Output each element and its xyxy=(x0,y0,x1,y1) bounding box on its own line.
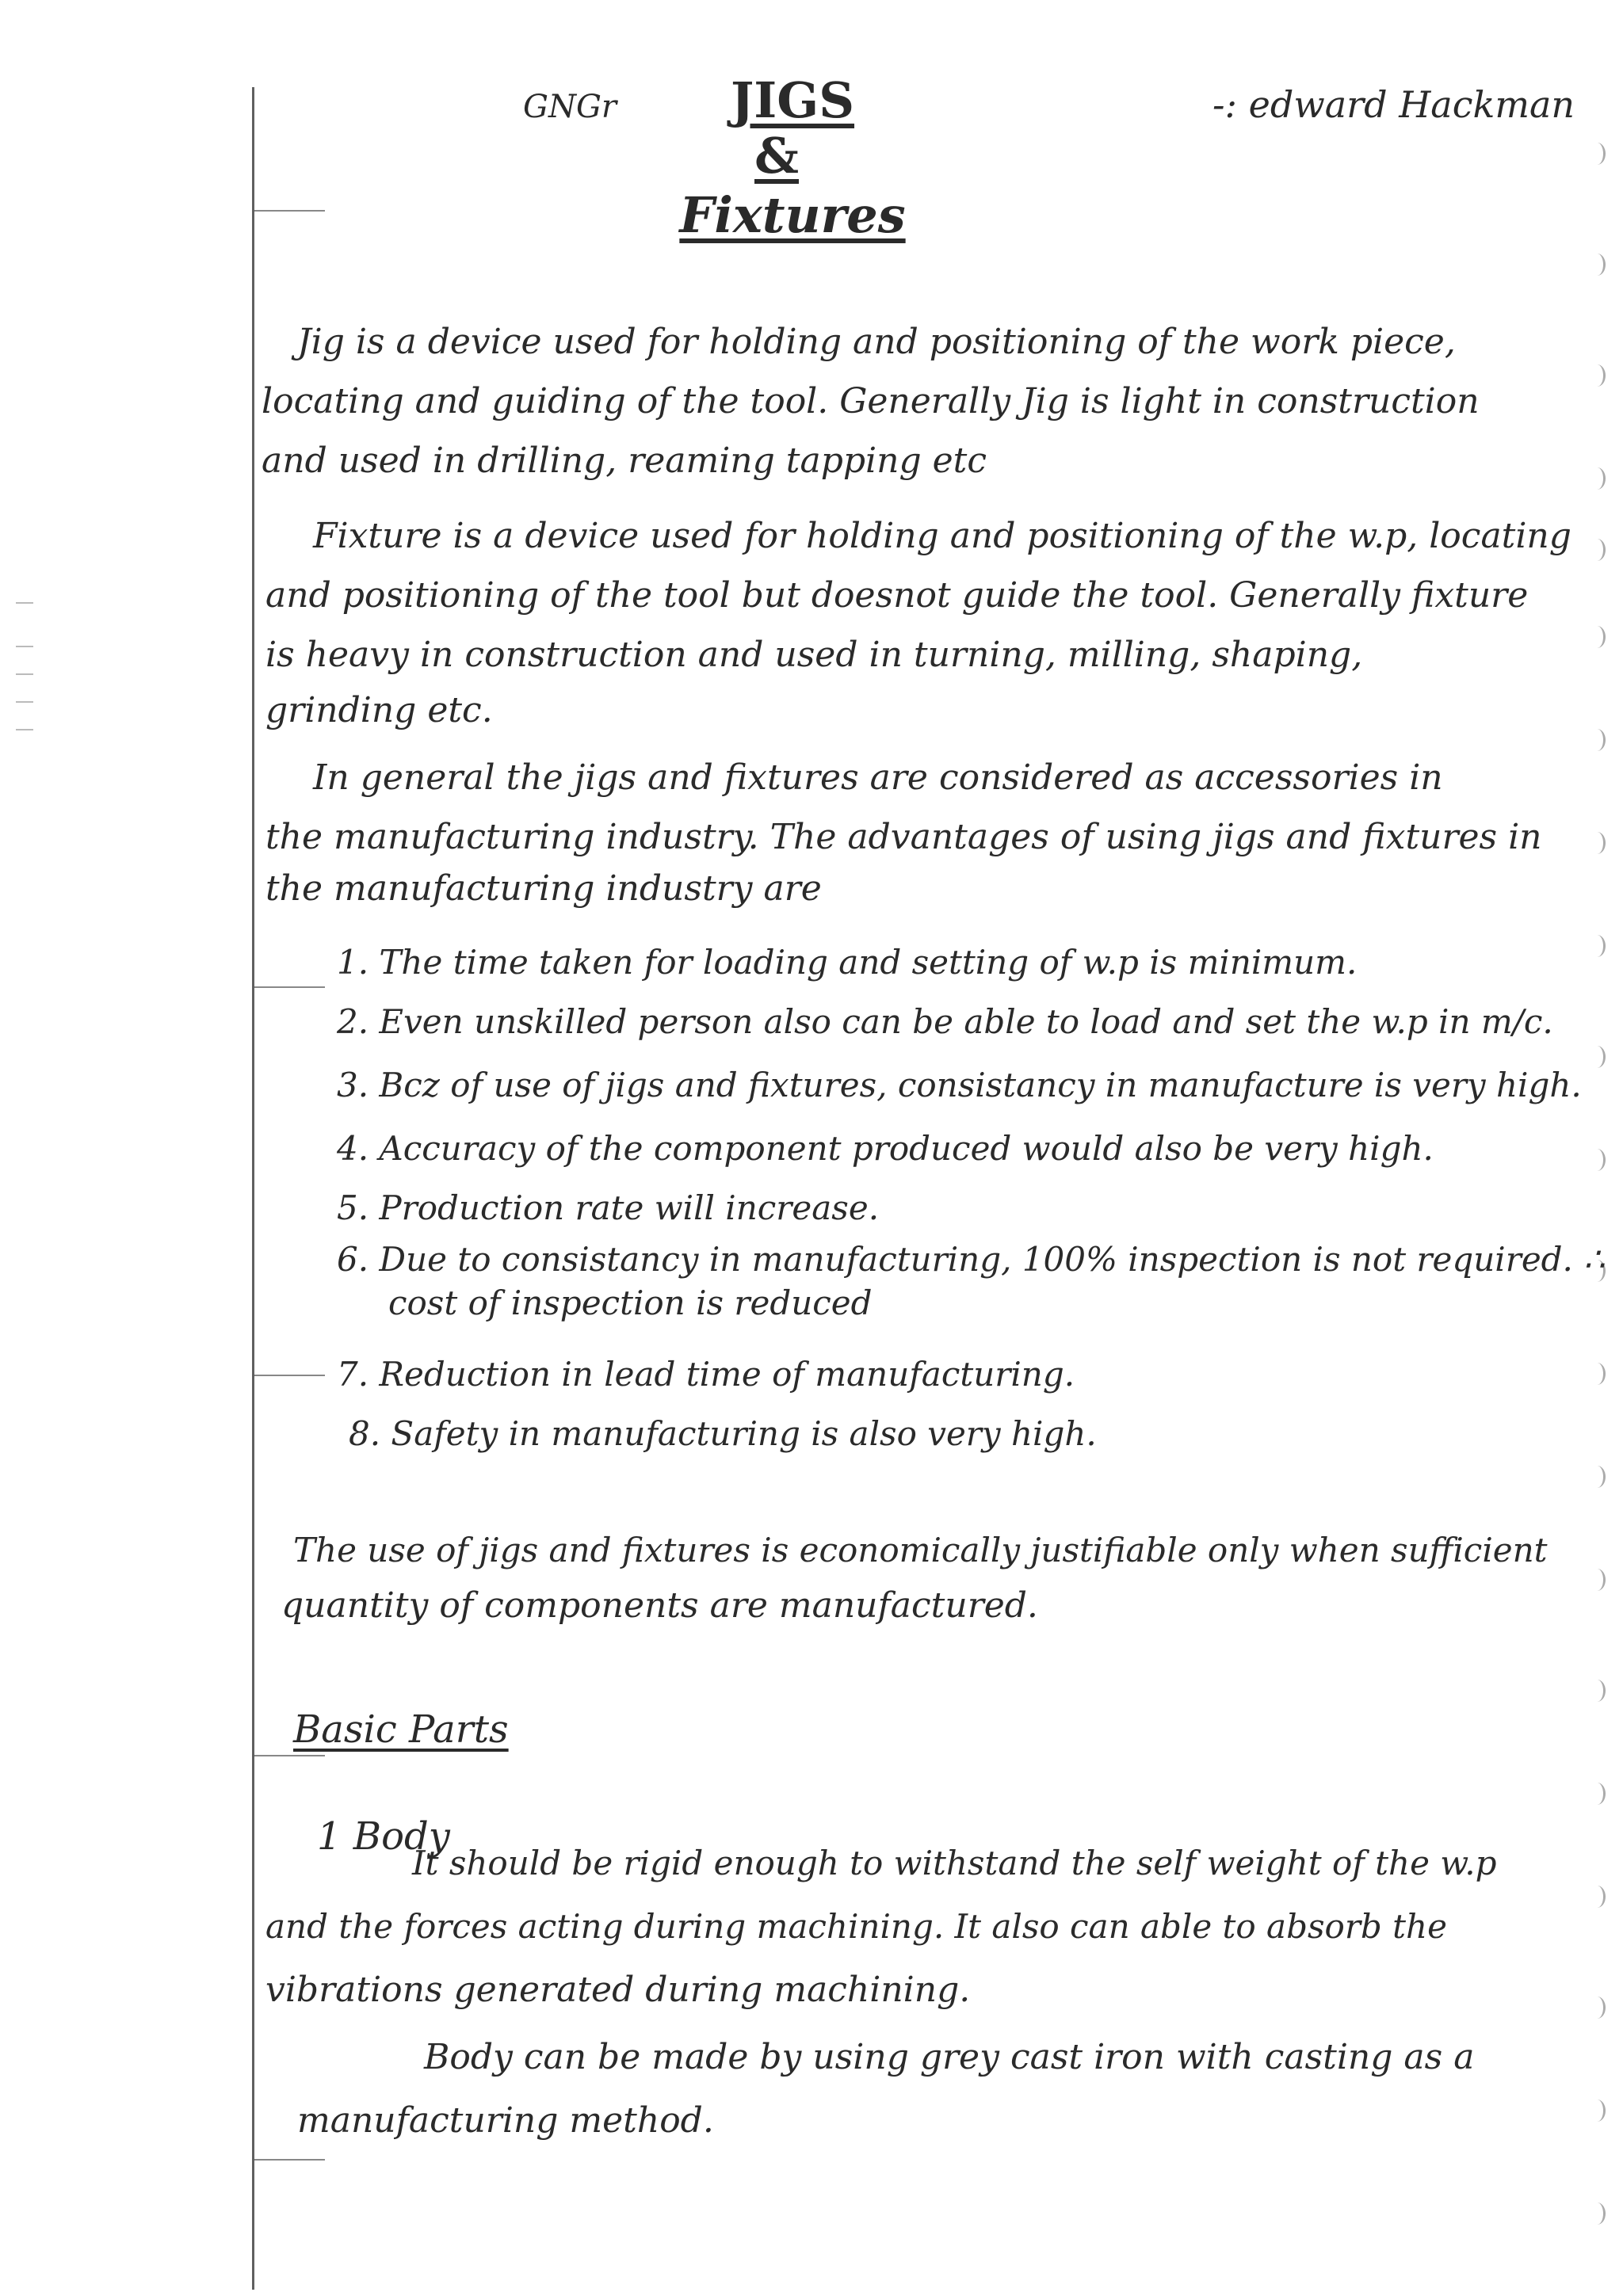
binder-hole xyxy=(1589,467,1606,490)
page-title-fixtures: Fixtures xyxy=(679,186,906,244)
binder-hole xyxy=(1589,1466,1606,1488)
binder-holes xyxy=(1568,95,1623,2266)
advantage-item: 3. Bcz of use of jigs and fixtures, consistancy in manufacture is very high. xyxy=(337,1066,1582,1104)
fixture-definition-line: Fixture is a device used for holding and positioning of the w.p, locating xyxy=(313,516,1571,556)
body-description-line: and the forces acting during machining. It also can able to absorb the xyxy=(265,1907,1447,1946)
margin-line xyxy=(252,87,254,2290)
body-description-line: manufacturing method. xyxy=(297,2100,714,2141)
advantage-item: 7. Reduction in lead time of manufacturing. xyxy=(337,1355,1075,1394)
scan-tick xyxy=(16,701,33,703)
fixture-definition-line: is heavy in construction and used in turning, milling, shaping, xyxy=(265,635,1363,675)
general-paragraph-line: the manufacturing industry. The advantages of using jigs and fixtures in xyxy=(265,817,1542,857)
advantage-item: 5. Production rate will increase. xyxy=(337,1188,880,1227)
binder-hole xyxy=(1589,254,1606,276)
binder-hole xyxy=(1589,1886,1606,1908)
page-title-jigs: JIGS xyxy=(730,71,855,129)
advantage-item: 1. The time taken for loading and setting of w.p is minimum. xyxy=(337,943,1358,982)
scan-tick-marks xyxy=(16,602,40,761)
author-name: -: edward Hackman xyxy=(1212,83,1575,126)
binder-hole xyxy=(1589,832,1606,854)
jig-definition-line: locating and guiding of the tool. Generally Jig is light in construction xyxy=(262,381,1480,421)
general-paragraph-line: In general the jigs and fixtures are considered as accessories in xyxy=(313,757,1443,798)
body-description-line: vibrations generated during machining. xyxy=(265,1970,971,2010)
binder-hole xyxy=(1589,364,1606,387)
jig-definition-line: Jig is a device used for holding and positioning of the work piece, xyxy=(297,322,1456,362)
fixture-definition-line: and positioning of the tool but doesnot guide the tool. Generally fixture xyxy=(265,575,1529,616)
binder-hole xyxy=(1589,1046,1606,1068)
header-code: GNGr xyxy=(523,89,617,125)
binder-hole xyxy=(1589,626,1606,648)
subheading-body: 1 Body xyxy=(317,1814,450,1859)
binder-hole xyxy=(1589,1680,1606,1702)
advantage-item-continuation: cost of inspection is reduced xyxy=(388,1283,873,1322)
conclusion-line: The use of jigs and fixtures is economically justifiable only when sufficient xyxy=(293,1531,1548,1569)
binder-hole xyxy=(1589,143,1606,165)
margin-arrow-mark xyxy=(254,986,325,1005)
fixture-definition-line: grinding etc. xyxy=(265,690,493,730)
scan-tick xyxy=(16,646,33,647)
margin-arrow-mark xyxy=(254,2159,325,2178)
advantage-item: 4. Accuracy of the component produced would also be very high. xyxy=(337,1129,1434,1168)
advantage-item: 6. Due to consistancy in manufacturing, 100% inspection is not required. ∴ xyxy=(337,1240,1605,1279)
binder-hole xyxy=(1589,729,1606,751)
conclusion-line: quantity of components are manufactured. xyxy=(281,1585,1038,1626)
advantage-item: 2. Even unskilled person also can be able to load and set the w.p in m/c. xyxy=(337,1002,1553,1041)
margin-arrow-mark xyxy=(254,1375,325,1394)
scan-tick xyxy=(16,729,33,730)
body-description-line: Body can be made by using grey cast iron with casting as a xyxy=(424,2037,1475,2077)
binder-hole xyxy=(1589,2203,1606,2225)
margin-arrow-mark xyxy=(254,1755,325,1774)
binder-hole xyxy=(1589,1569,1606,1591)
section-heading-basic-parts: Basic Parts xyxy=(293,1707,509,1752)
binder-hole xyxy=(1589,1363,1606,1385)
advantage-item: 8. Safety in manufacturing is also very high. xyxy=(349,1414,1097,1453)
page-title-ampersand: & xyxy=(754,127,799,185)
body-description-line: It should be rigid enough to withstand the self weight of the w.p xyxy=(412,1844,1497,1882)
binder-hole xyxy=(1589,1997,1606,2019)
binder-hole xyxy=(1589,1149,1606,1171)
general-paragraph-line: the manufacturing industry are xyxy=(265,868,822,909)
scan-tick xyxy=(16,673,33,675)
binder-hole xyxy=(1589,539,1606,561)
margin-arrow-mark xyxy=(254,210,325,229)
binder-hole xyxy=(1589,935,1606,957)
binder-hole xyxy=(1589,2100,1606,2122)
scan-tick xyxy=(16,602,33,604)
jig-definition-line: and used in drilling, reaming tapping etc xyxy=(262,441,987,481)
binder-hole xyxy=(1589,1783,1606,1805)
